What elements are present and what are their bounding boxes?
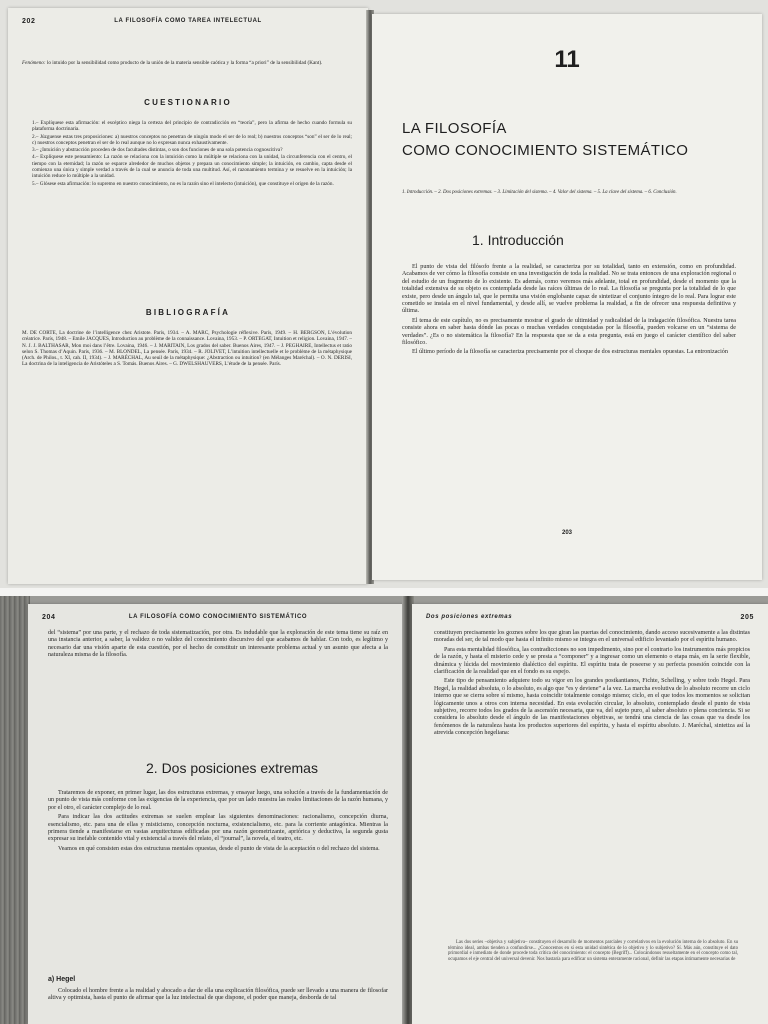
paragraph: Este tipo de pensamiento adquiere todo su vigor en los grandes postkantianos, Fichte, Schelling, y sobre todo Hegel. Para Hegel, la realidad absoluta, o lo absoluto, es algo que “es y deviene” a la vez. La marcha evolutiva de lo absoluto recorre un ciclo interno que se cierra sobre sí mismo, hasta coincidir totalmente consigo mismo; ciclo, en el que todos los momentos se solicitan lógicamente unos a otros con interna necesidad. En esta evolución circular, lo absoluto, contemplado desde el punto de vista subjetivo, recorre todos los grados de la ascensión necesaria, que va, del sujeto puro, al saber absoluto o plena conciencia. Si se considera lo absoluto desde el ángulo de las manifestaciones objetivas, se tendrá una ciencia de las cosas que va desde los fenómenos de la naturaleza hasta los productos superiores del espíritu, y hasta el espíritu absoluto. J. Maréchal, sintetiza así la atrevida concepción hegeliana: — [434, 678, 750, 737]
page-edges — [0, 596, 30, 1024]
cuestionario-list — [22, 120, 352, 188]
list-item: 5.– Glósese esta afirmación: lo supremo en nuestro conocimiento, no es la razón sino el intelecto (intuición), que constituye el origen de la razón. — [32, 180, 334, 187]
bibliografia-text — [22, 330, 352, 368]
page-202 — [8, 8, 368, 584]
page-number: 205 — [740, 614, 754, 621]
chapter-number: 11 — [554, 46, 580, 73]
fenomeno-definition — [22, 60, 352, 66]
page-number: 203 — [561, 530, 572, 536]
page-203 — [372, 14, 762, 580]
list-item: 1.– Explíquese esta afirmación: el escéptico niega la certeza del principio de contradicción en “teoría”, pero la afirma de hecho cuando formula su plataforma doctrinaria. — [32, 120, 352, 133]
section-title: 1. Introducción — [472, 232, 564, 248]
bibliography-entries: M. DE CORTE, La doctrine de l’intelligence chez Aristote. París, 1934. – A. MARC, Psychologie réflexive. París, 1949. – H. BERGSON, L’évolution créatrice. París, 1948. – Emile JACQUES, Introduction au problème de la connaissance. Lovaina, 1953. – P. ORTEGAT, Intuition et religion. Lovaina, 1947. – N. J. J. BALTHASAR, Mon moi dans l’être. Lovaina, 1946. – J. MARITAIN, Los grados del saber. Buenos Aires, 1947. – J. PEGHAIRE, Intellectus et ratio selon S. Thomas d’Aquin. París, 1936. – M. BLONDEL, La pensée. París, 1934. – R. JOLIVET, L’intuition intellectuelle et le problème de la métaphysique (Arch. de Philos., t. XI, cah. II, 1934). – J. MARÉCHAL, Au seuil de la métaphysique: ¿Abstraction ou intuition? (en Mélanges Maréchal). – O. N. DERISI, La doctrina de la inteligencia de Aristóteles a S. Tomás. Buenos Aires. – G. DWELSHAUVERS, L’étude de la pensée. París. — [22, 330, 352, 368]
list-item: 3.– ¿Intuición y abstracción proceden de dos facultades distintas, o son dos funciones de una sola potencia cognoscitiva? — [32, 147, 283, 154]
list-item: 2.– Júzguense estas tres proposiciones: a) nuestros conceptos no penetran de ningún modo el ser de lo real; b) nuestros conceptos “son” el ser de lo real; c) nuestros conceptos penetran el ser de lo real aunque no lo expresan nunca exhaustivamente. — [32, 133, 352, 146]
chapter-title-line: COMO CONOCIMIENTO SISTEMÁTICO — [402, 142, 689, 159]
paragraph: El tema de este capítulo, no es precisamente mostrar el grado de ultimidad y radicalidad de la indagación filosófica. Nuestra tarea consiste ahora en saber hasta dónde las pocas o muchas verdades conquistadas por la filosofía, pueden volcarse en un “sistema de verdades”. ¿Es o no sistemática la filosofía? En la respuesta que se da a esta pregunta, está en juego el carácter científico del saber filosófico. — [402, 317, 736, 347]
subsection-title: a) Hegel — [48, 976, 76, 983]
running-head: LA FILOSOFÍA COMO TAREA INTELECTUAL — [114, 18, 262, 24]
paragraph: del “sistema” por una parte, y el rechazo de toda sistematización, por otra. Es indudable que la exploración de este tema tiene su raíz en una instancia anterior, a saber, la validez o no validez del conocimiento discursivo del que acabamos de hablar. Con todo, es legítimo y necesario dar una visión aparte de esta cuestión, por el hecho de constituir un interesante problema actual y un asunto que afecta a la naturaleza misma de la filosofía. — [48, 630, 388, 659]
chapter-title-line: LA FILOSOFÍA — [402, 120, 507, 137]
definition-term: Fenómeno: — [22, 60, 46, 66]
paragraph: Trataremos de exponer, en primer lugar, las dos estructuras extremas, y ensayar luego, una solución a través de la fundamentación de un punto de vista más conforme con las exigencias de la experiencia, que por un lado muestra las reales limitaciones de la razón humana, y por el otro, el carácter complejo de lo real. — [48, 790, 388, 811]
body-text — [434, 630, 750, 740]
paragraph: El punto de vista del filósofo frente a la realidad, se caracteriza por su totalidad, tanto en extensión, como en profundidad. Acabamos de ver cómo la filosofía consiste en una investigación de toda la realidad. No se trata entonces de una exploración regional o del estudio de un fragmento de lo existente. Es además, como veremos más adelante, total en profundidad, desde el momento que la totalidad extensiva de su objeto es contemplada desde las raíces últimas de lo real. La filosofía se pregunta por la totalidad de lo que existe, pero desde un ángulo tal, que le permita una visión englobante capaz de sintetizar el conjunto íntegro de lo real. Para lograr este cometido se instala en el nivel fundamental, y desde allí, se vuelve problema la realidad, a fin de ofrecer una respuesta definitiva y última. — [402, 264, 736, 315]
paragraph: El último período de la filosofía se caracteriza precisamente por el choque de dos estructuras mentales opuestas. La entronización — [412, 349, 728, 356]
paragraph: constituyen precisamente los goznes sobre los que giran las puertas del conocimiento, dando acceso sucesivamente a las distintas moradas del ser, de tal modo que hasta el infinito mismo se integra en el universal edificio levantado por el espíritu humano. — [434, 630, 750, 644]
page-205 — [412, 604, 768, 1024]
list-item: 4.– Explíquese este pensamiento: La razón se relaciona con la intuición como la múltiple se relaciona con la unidad, la circunferencia con el centro, el tiempo con la eternidad; la razón se esparce alrededor de muchos objetos y prepara un conocimiento simple; la intuición, en cambio, capta desde el comienzo una única y simple verdad a través de la cual se anuncia de toda una multitud. Así, el razonamiento termina y se resuelve en la intuición; la intuición reduce lo múltiple a la unidad. — [32, 154, 352, 180]
block-quote — [448, 940, 738, 963]
paragraph: Para esta mentalidad filosófica, las contradicciones no son impedimento, sino por el contrario los instrumentos más propicios de la razón, y hasta el misterio cede y se presta a “componer” y a ingresar como un elemento o etapa más, en la serie flexible, dinámica y lúcida del movimiento dialéctico del espíritu. El espíritu trata de poseerse y su perfecta posesión coincide con la clarificación de la realidad que en el fondo es su espejo. — [434, 646, 750, 676]
body-text — [402, 264, 736, 359]
page-204 — [28, 604, 408, 1024]
closing-text — [48, 988, 388, 1005]
paragraph: Colocado el hombre frente a la realidad y abocado a dar de ella una explicación filosófica, puede ser llevado a una manera de filosofar altiva y optimista, hasta el punto de afirmar que la luz intelectual de que dispone, el poder que maneja, desborda de tal — [48, 988, 388, 1002]
running-head: Dos posiciones extremas — [426, 614, 513, 620]
bottom-photo — [0, 596, 768, 1024]
running-head: LA FILOSOFÍA COMO CONOCIMIENTO SISTEMÁTICO — [128, 614, 308, 620]
section-title: 2. Dos posiciones extremas — [146, 760, 318, 776]
paragraph: Veamos en qué consisten estas dos estructuras mentales opuestas, desde el punto de vista de la aceptación o del rechazo del sistema. — [58, 845, 380, 852]
chapter-contents: 1. Introducción. – 2. Dos posiciones extremas. – 3. Limitación del sistema. – 4. Valor del sistema. – 5. La clave del sistema. – 6. Conclusión. — [402, 190, 677, 195]
cuestionario-heading: CUESTIONARIO — [144, 98, 232, 107]
bibliografia-heading: BIBLIOGRAFÍA — [145, 308, 231, 317]
definition-text: lo intuido por la sensibilidad como producto de la unión de la materia sensible caótica y la forma “a priori” de la sensibilidad (Kant). — [46, 60, 323, 66]
page-number: 204 — [42, 614, 56, 621]
page-number: 202 — [22, 18, 36, 25]
chapter-title — [402, 118, 688, 162]
quote-text: Las dos series –objetiva y subjetiva– constituyen el desarrollo de momentos parciales y correlativos en la evolución interna de lo absoluto. En su término ideal, ambas tienden a confundirse... ¿Conocemos en sí esta unidad sintética de lo objetivo y lo subjetivo? Sí. Más aún, constituye el dato primordial e inmediato de donde procede toda crítica del conocimiento: el concepto (Begriff)... Colocándonos resueltamente en el concepto como tal, ocupamos el eje central del universal devenir. Nos bastaría para edificar un sistema enteramente racional, definir las etapas íntimamente necesarias de — [448, 940, 738, 963]
body-text — [48, 790, 388, 855]
paragraph: Para indicar las dos actitudes extremas se suelen emplear las siguientes denominaciones: racionalismo, concepción diurna, esencialismo, etc. para una de ellas y misticismo, concepción nocturna, existencialismo, etc. para la corriente antagónica. Mientras la primera tiende a manifestarse en vastas arquitecturas edificadas por una razón geometrizante, apriórica y deductiva, la segunda gusta expresar su inefable contenido vital y existencial a través del relato, el “journal”, la novela, el teatro, etc. — [48, 814, 388, 843]
intro-paragraph — [48, 630, 388, 662]
